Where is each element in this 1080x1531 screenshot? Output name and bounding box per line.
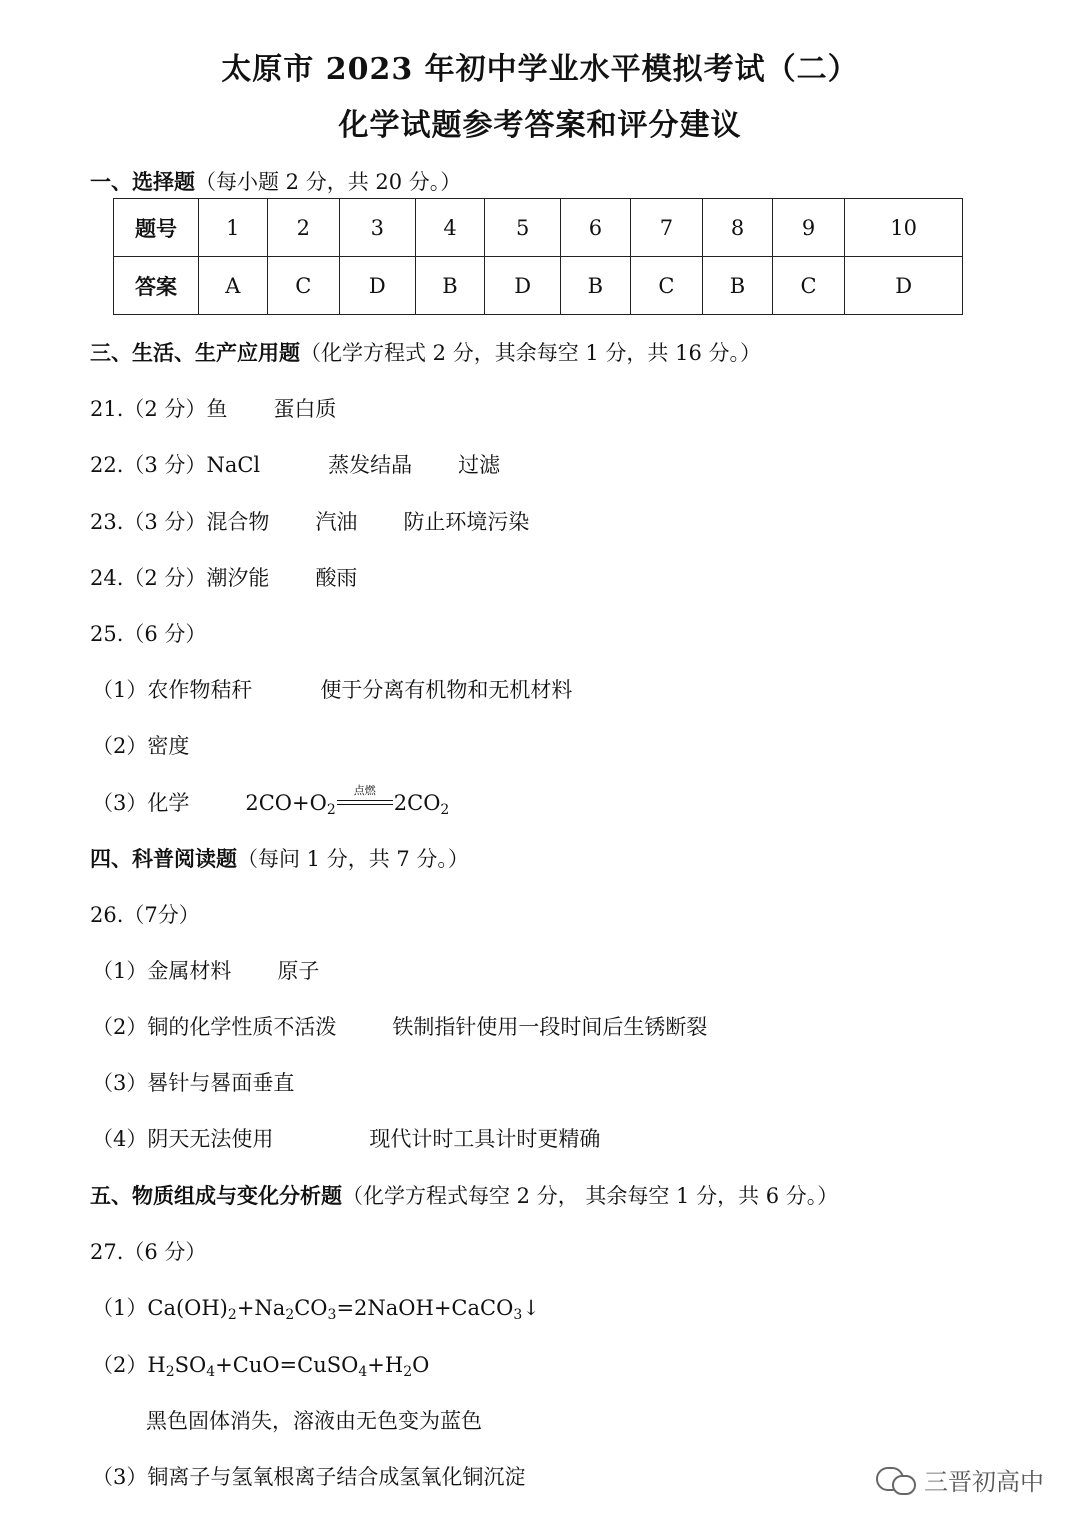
section1-heading: 一、选择题 [90, 169, 195, 194]
q22-answer1: NaCl [206, 453, 261, 477]
q26-number: 26.（7分） [90, 903, 200, 927]
equation-part: Ca(OH) [147, 1296, 228, 1320]
equation-part: H [147, 1353, 166, 1377]
q23-number: 23.（3 分） [90, 510, 207, 534]
q26-p4-label: （4） [92, 1127, 148, 1151]
equation-co-right: 2CO [393, 791, 441, 815]
section4-heading-line [90, 843, 469, 873]
section4-heading: 四、科普阅读题 [90, 846, 237, 871]
table-row-numbers [114, 199, 963, 257]
q21-answer2: 蛋白质 [273, 397, 337, 421]
equation-part: =2NaOH+CaCO [336, 1296, 514, 1320]
equation-part: SO [174, 1353, 207, 1377]
table-cell: C [267, 257, 339, 315]
q24-answer2: 酸雨 [315, 566, 358, 590]
q24-line [90, 562, 357, 592]
table-cell: C [630, 257, 702, 315]
q24-number: 24.（2 分） [90, 566, 207, 590]
equation-subscript: 2 [326, 802, 336, 818]
table-cell: D [485, 257, 561, 315]
q26-p3-answer1: 晷针与晷面垂直 [147, 1071, 295, 1095]
table-cell: B [561, 257, 631, 315]
q22-number: 22.（3 分） [90, 453, 207, 477]
q26-p2-line [92, 1011, 707, 1041]
section1-note: （每小题 2 分，共 20 分。） [195, 170, 462, 194]
equation-subscript: 2 [440, 802, 450, 818]
section5-heading-line [90, 1180, 838, 1210]
q27-number: 27.（6 分） [90, 1240, 207, 1264]
q25-p3-line [92, 784, 450, 818]
table-cell: D [340, 257, 416, 315]
section3-heading: 三、生活、生产应用题 [90, 340, 300, 365]
answer-table [113, 198, 963, 315]
equation-subscript: 3 [513, 1307, 523, 1323]
q23-answer3: 防止环境污染 [403, 510, 530, 534]
equation-subscript: 2 [403, 1364, 413, 1380]
equation-subscript: 4 [358, 1364, 368, 1380]
q27-line [90, 1236, 206, 1266]
q26-p1-label: （1） [92, 959, 148, 983]
equation-subscript: 4 [206, 1364, 216, 1380]
q23-answer1: 混合物 [206, 510, 270, 534]
section4-note: （每问 1 分，共 7 分。） [237, 847, 469, 871]
q26-p1-line [92, 955, 319, 985]
q23-line [90, 506, 529, 536]
q27-p2-observation: 黑色固体消失，溶液由无色变为蓝色 [146, 1409, 482, 1433]
row-label-number: 题号 [114, 199, 199, 257]
table-cell: A [199, 257, 268, 315]
q25-p3-label: （3） [92, 791, 148, 815]
q22-answer3: 过滤 [458, 453, 501, 477]
q26-p3-line [92, 1067, 294, 1097]
q27-p1-line [92, 1292, 540, 1322]
table-cell: 5 [485, 199, 561, 257]
table-cell: C [772, 257, 844, 315]
table-cell: 7 [630, 199, 702, 257]
reaction-condition-sign [337, 784, 393, 808]
equation-part: +Na [236, 1296, 286, 1320]
q22-line [90, 449, 500, 479]
table-cell: D [845, 257, 963, 315]
q25-p2-answer1: 密度 [147, 734, 190, 758]
exam-title: 太原市 2023 年初中学业水平模拟考试（二） [221, 52, 859, 87]
table-row-answers [114, 257, 963, 315]
q22-answer2: 蒸发结晶 [328, 453, 413, 477]
watermark-text: 三晋初高中 [924, 1468, 1044, 1496]
q26-p4-line [92, 1123, 600, 1153]
section5-heading: 五、物质组成与变化分析题 [90, 1183, 342, 1208]
watermark [876, 1462, 1044, 1497]
q27-p2-label: （2） [92, 1353, 148, 1377]
q26-p3-label: （3） [92, 1071, 148, 1095]
q26-p4-answer2: 现代计时工具计时更精确 [369, 1127, 601, 1151]
q26-p1-answer2: 原子 [277, 959, 320, 983]
q27-p2-line [92, 1349, 429, 1379]
table-cell: 9 [772, 199, 844, 257]
q21-line [90, 393, 336, 423]
q26-p2-answer1: 铜的化学性质不活泼 [147, 1015, 337, 1039]
equation-co-left: 2CO+O [245, 791, 327, 815]
q25-p1-answer1: 农作物秸秆 [147, 678, 253, 702]
q26-p4-answer1: 阴天无法使用 [147, 1127, 274, 1151]
q23-answer2: 汽油 [315, 510, 358, 534]
q27-p3-answer1: 铜离子与氢氧根离子结合成氢氧化铜沉淀 [147, 1465, 526, 1489]
q25-p1-line [92, 674, 572, 704]
table-cell: 3 [340, 199, 416, 257]
equation-part: +H [367, 1353, 404, 1377]
q25-p1-label: （1） [92, 678, 148, 702]
equation-subscript: 2 [165, 1364, 175, 1380]
equation-part: +CuO=CuSO [215, 1353, 359, 1377]
table-cell: B [415, 257, 485, 315]
q25-p2-label: （2） [92, 734, 148, 758]
equation-subscript: 2 [227, 1307, 237, 1323]
q25-number: 25.（6 分） [90, 622, 207, 646]
equation-subscript: 2 [285, 1307, 295, 1323]
equation-subscript: 3 [327, 1307, 337, 1323]
q26-line [90, 899, 200, 929]
q26-p1-answer1: 金属材料 [147, 959, 232, 983]
section3-note: （化学方程式 2 分，其余每空 1 分，共 16 分。） [300, 341, 761, 365]
answer-key-title: 化学试题参考答案和评分建议 [338, 108, 742, 143]
row-label-answer: 答案 [114, 257, 199, 315]
q21-answer1: 鱼 [206, 397, 228, 421]
equation-part: CO [294, 1296, 328, 1320]
q26-p2-label: （2） [92, 1015, 148, 1039]
table-cell: 6 [561, 199, 631, 257]
q25-line [90, 618, 206, 648]
table-cell: 1 [199, 199, 268, 257]
q27-p3-label: （3） [92, 1465, 148, 1489]
q26-p2-answer2: 铁制指针使用一段时间后生锈断裂 [392, 1015, 708, 1039]
table-cell: 10 [845, 199, 963, 257]
table-cell: 2 [267, 199, 339, 257]
precipitate-arrow: ↓ [522, 1296, 540, 1320]
wechat-icon [876, 1465, 916, 1495]
q24-answer1: 潮汐能 [206, 566, 270, 590]
table-cell: 4 [415, 199, 485, 257]
q27-p3-line [92, 1461, 525, 1491]
equation-part: O [412, 1353, 430, 1377]
q21-number: 21.（2 分） [90, 397, 207, 421]
q25-p3-answer1: 化学 [147, 791, 190, 815]
section1-heading-line [90, 166, 461, 196]
q27-p1-label: （1） [92, 1296, 148, 1320]
table-cell: 8 [703, 199, 773, 257]
section5-note: （化学方程式每空 2 分， 其余每空 1 分，共 6 分。） [342, 1184, 839, 1208]
q25-p2-line [92, 730, 189, 760]
reaction-condition-label: 点燃 [353, 784, 376, 797]
q25-p1-answer2: 便于分离有机物和无机材料 [320, 678, 573, 702]
section3-heading-line [90, 337, 761, 367]
table-cell: B [703, 257, 773, 315]
